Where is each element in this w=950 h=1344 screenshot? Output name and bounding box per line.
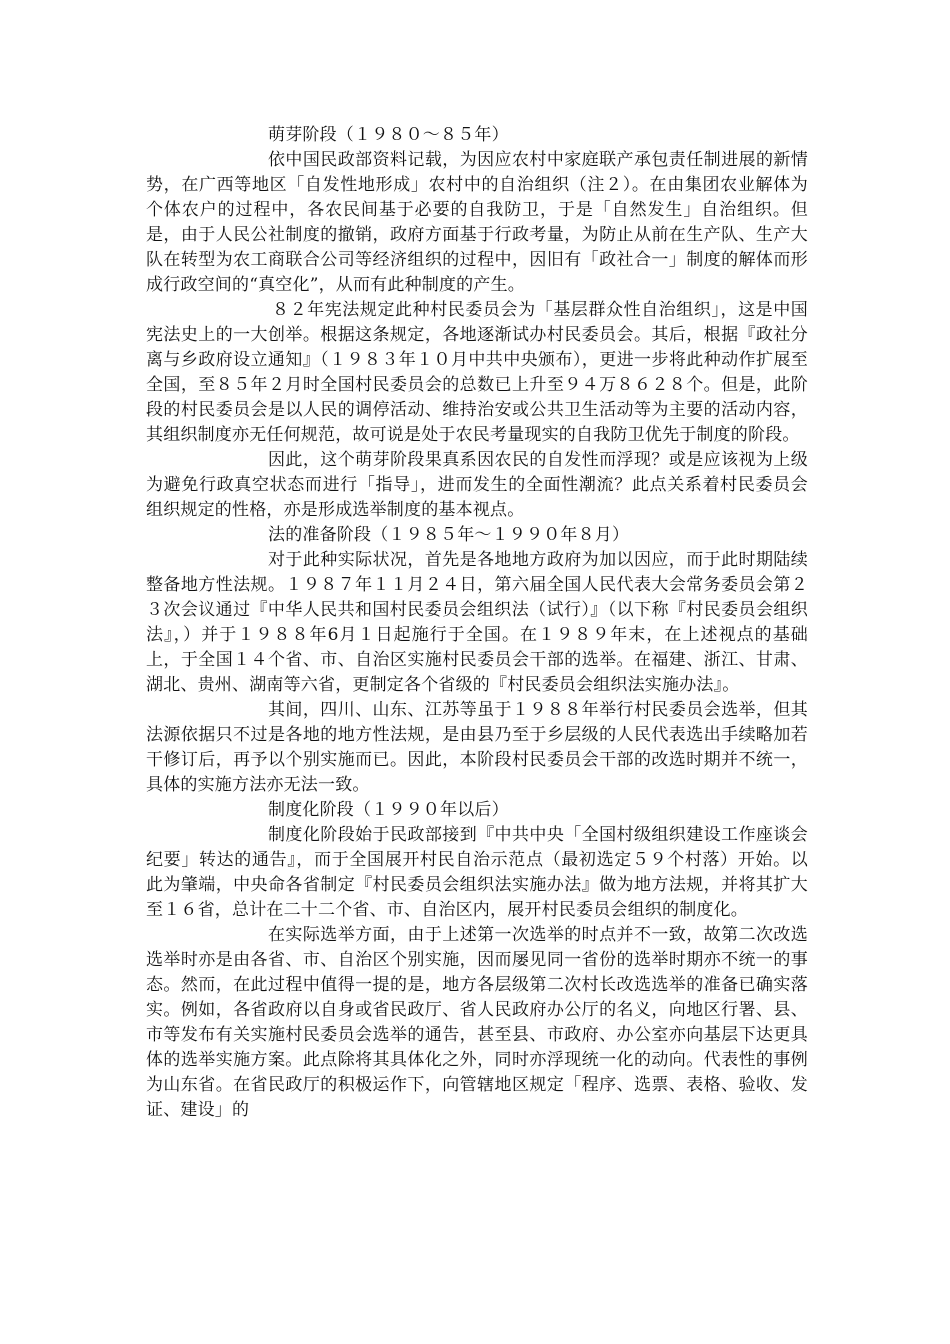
section-heading-legal-preparation: 法的准备阶段（１９８５年～１９９０年８月） bbox=[268, 525, 630, 545]
section-heading-sprout: 萌芽阶段（１９８０～８５年） bbox=[268, 125, 509, 145]
paragraph: 在实际选举方面，由于上述第一次选举的时点并不一致，故第二次改选选举时亦是由各省、市、自治区个别实施，因而屡见同一省份的选举时期亦不统一的事态。然而，在此过程中值得一提的是，地方各层级第二次村长改选选举的准备已确实落实。例如，各省政府以自身或省民政厅、省人民政府办公厅的名义，向地区行署、县、市等发布有关实施村民委员会选举的通告，甚至县、市政府、办公室亦向基层下达更具体的选举实施方案。此点除将其具体化之外，同时亦浮现统一化的动向。代表性的事例为山东省。在省民政厅的积极运作下，向管辖地区规定「程序、选票、表格、验收、发证、建设」的 bbox=[146, 925, 808, 1120]
paragraph: ８２年宪法规定此种村民委员会为「基层群众性自治组织」，这是中国宪法史上的一大创举。根据这条规定，各地逐渐试办村民委员会。其后，根据『政社分离与乡政府设立通知』（１９８３年１０月中共中央颁布），更进一步将此种动作扩展至全国，至８５年２月时全国村民委员会的总数已上升至９４万８６２８个。但是，此阶段的村民委员会是以人民的调停活动、维持治安或公共卫生活动等为主要的活动内容，其组织制度亦无任何规范，故可说是处于农民考量现实的自我防卫优先于制度的阶段。 bbox=[146, 300, 808, 445]
paragraph: 对于此种实际状况，首先是各地地方政府为加以因应，而于此时期陆续整备地方性法规。１９８７年１１月２４日，第六届全国人民代表大会常务委员会第２３次会议通过『中华人民共和国村民委员会组织法（试行）』（以下称『村民委员会组织法』，）并于１９８８年6月１日起施行于全国。在１９８９年末，在上述视点的基础上，于全国１４个省、市、自治区实施村民委员会干部的选举。在福建、浙江、甘肃、湖北、贵州、湖南等六省，更制定各个省级的『村民委员会组织法实施办法』。 bbox=[146, 550, 808, 695]
paragraph: 其间，四川、山东、江苏等虽于１９８８年举行村民委员会选举，但其法源依据只不过是各地的地方性法规，是由县乃至于乡层级的人民代表选出手续略加若干修订后，再予以个别实施而已。因此，本阶段村民委员会干部的改选时期并不统一，具体的实施方法亦无法一致。 bbox=[146, 700, 808, 795]
paragraph: 因此，这个萌芽阶段果真系因农民的自发性而浮现？或是应该视为上级为避免行政真空状态而进行「指导」，进而发生的全面性潮流？此点关系着村民委员会组织规定的性格，亦是形成选举制度的基本视点。 bbox=[146, 450, 808, 520]
document-page bbox=[146, 123, 808, 1123]
paragraph: 依中国民政部资料记载，为因应农村中家庭联产承包责任制进展的新情势，在广西等地区「自发性地形成」农村中的自治组织（注２）。在由集团农业解体为个体农户的过程中，各农民间基于必要的自我防卫，于是「自然发生」自治组织。但是，由于人民公社制度的撤销，政府方面基于行政考量，为防止从前在生产队、生产大队在转型为农工商联合公司等经济组织的过程中，因旧有「政社合一」制度的解体而形成行政空间的“真空化”，从而有此种制度的产生。 bbox=[146, 150, 808, 295]
section-heading-institutionalization: 制度化阶段（１９９０年以后） bbox=[268, 800, 509, 820]
paragraph: 制度化阶段始于民政部接到『中共中央「全国村级组织建设工作座谈会纪要」转达的通告』，而于全国展开村民自治示范点（最初选定５９个村落）开始。以此为肇端，中央命各省制定『村民委员会组织法实施办法』做为地方法规，并将其扩大至１６省，总计在二十二个省、市、自治区内，展开村民委员会组织的制度化。 bbox=[146, 825, 808, 920]
